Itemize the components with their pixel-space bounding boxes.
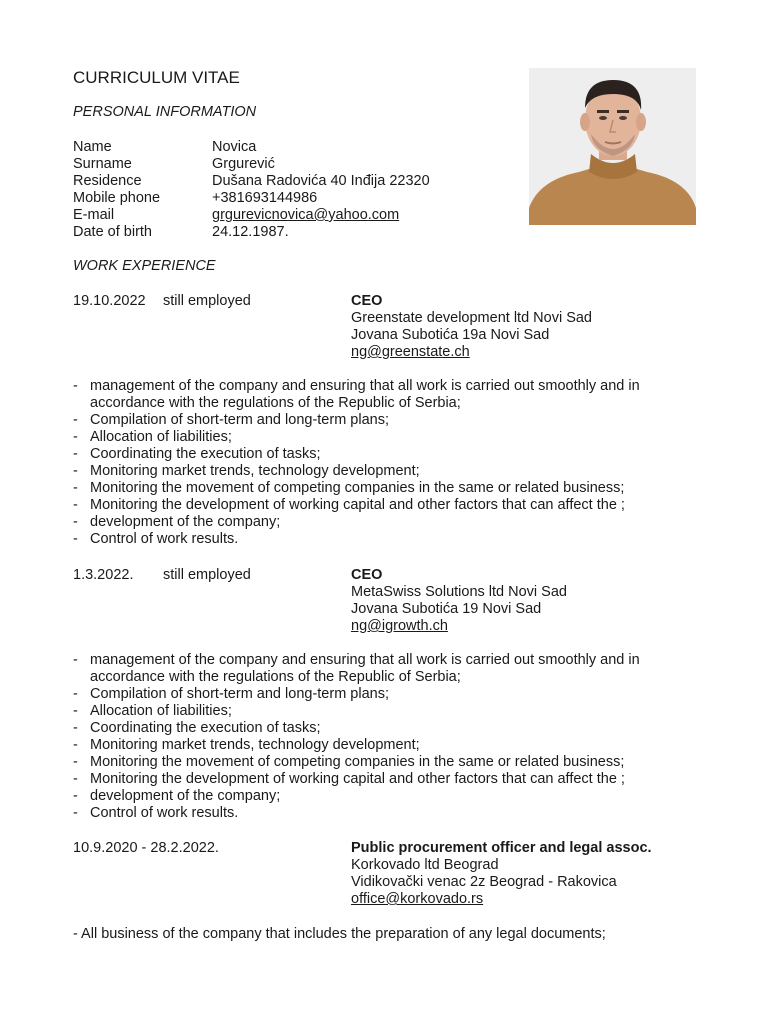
job-role: CEO bbox=[351, 567, 383, 583]
list-item: - management of the company and ensuring that all work is carried out smoothly and in accordance with the regulations of the Republic of Serbia; bbox=[73, 378, 703, 412]
list-item: - Control of work results. bbox=[73, 805, 703, 822]
field-label: Mobile phone bbox=[73, 190, 161, 206]
list-item: - Monitoring the development of working capital and other factors that can affect the ; bbox=[73, 497, 703, 514]
field-value: Novica bbox=[212, 139, 257, 155]
job-email-link[interactable]: ng@greenstate.ch bbox=[351, 344, 470, 360]
list-item: - Monitoring the development of working capital and other factors that can affect the ; bbox=[73, 771, 703, 788]
list-item: - Compilation of short-term and long-term plans; bbox=[73, 412, 703, 429]
field-label: Date of birth bbox=[73, 224, 152, 240]
job-duties-list bbox=[73, 652, 703, 822]
job-info bbox=[351, 567, 567, 635]
list-item: - management of the company and ensuring that all work is carried out smoothly and in accordance with the regulations of the Republic of Serbia; bbox=[73, 652, 703, 686]
job-company: Korkovado ltd Beograd bbox=[351, 857, 499, 873]
field-value: Dušana Radovića 40 Inđija 22320 bbox=[212, 173, 430, 189]
list-item: - development of the company; bbox=[73, 514, 703, 531]
field-value: +381693144986 bbox=[212, 190, 318, 206]
profile-photo bbox=[529, 68, 696, 225]
job-address: Vidikovački venac 2z Beograd - Rakovica bbox=[351, 874, 617, 890]
job-duties-list bbox=[73, 378, 703, 548]
job-status: still employed bbox=[163, 567, 251, 583]
field-label: E-mail bbox=[73, 207, 115, 223]
list-item: - Coordinating the execution of tasks; bbox=[73, 446, 703, 463]
document-title: CURRICULUM VITAE bbox=[73, 68, 240, 87]
job-email-link[interactable]: ng@igrowth.ch bbox=[351, 618, 448, 634]
list-item: - Compilation of short-term and long-term plans; bbox=[73, 686, 703, 703]
job-role: Public procurement officer and legal assoc. bbox=[351, 840, 652, 856]
work-experience-heading: WORK EXPERIENCE bbox=[73, 258, 216, 274]
job-date: 19.10.2022 bbox=[73, 293, 146, 309]
job-date: 1.3.2022. bbox=[73, 567, 134, 583]
job-company: Greenstate development ltd Novi Sad bbox=[351, 310, 592, 326]
list-item: - Monitoring the movement of competing companies in the same or related business; bbox=[73, 480, 703, 497]
list-item: - Allocation of liabilities; bbox=[73, 703, 703, 720]
personal-info-heading: PERSONAL INFORMATION bbox=[73, 104, 257, 120]
list-item: - Allocation of liabilities; bbox=[73, 429, 703, 446]
field-label: Residence bbox=[73, 173, 142, 189]
field-value: Grgurević bbox=[212, 156, 275, 172]
field-value: 24.12.1987. bbox=[212, 224, 289, 240]
list-item: - Coordinating the execution of tasks; bbox=[73, 720, 703, 737]
field-label: Name bbox=[73, 139, 112, 155]
list-item: - Monitoring market trends, technology development; bbox=[73, 737, 703, 754]
list-item: - Monitoring the movement of competing companies in the same or related business; bbox=[73, 754, 703, 771]
job-address: Jovana Subotića 19 Novi Sad bbox=[351, 601, 542, 617]
field-label: Surname bbox=[73, 156, 132, 172]
job-info bbox=[351, 840, 652, 908]
job-address: Jovana Subotića 19a Novi Sad bbox=[351, 327, 550, 343]
job-company: MetaSwiss Solutions ltd Novi Sad bbox=[351, 584, 567, 600]
job-role: CEO bbox=[351, 293, 383, 309]
list-item: - Monitoring market trends, technology development; bbox=[73, 463, 703, 480]
job-email-link[interactable]: office@korkovado.rs bbox=[351, 891, 484, 907]
job-date: 10.9.2020 - 28.2.2022. bbox=[73, 840, 219, 856]
email-link[interactable]: grgurevicnovica@yahoo.com bbox=[212, 207, 400, 223]
job-info bbox=[351, 293, 592, 361]
job-status: still employed bbox=[163, 293, 251, 309]
job-duty-line: - All business of the company that includes the preparation of any legal documents; bbox=[73, 926, 606, 942]
list-item: - development of the company; bbox=[73, 788, 703, 805]
list-item: - Control of work results. bbox=[73, 531, 703, 548]
